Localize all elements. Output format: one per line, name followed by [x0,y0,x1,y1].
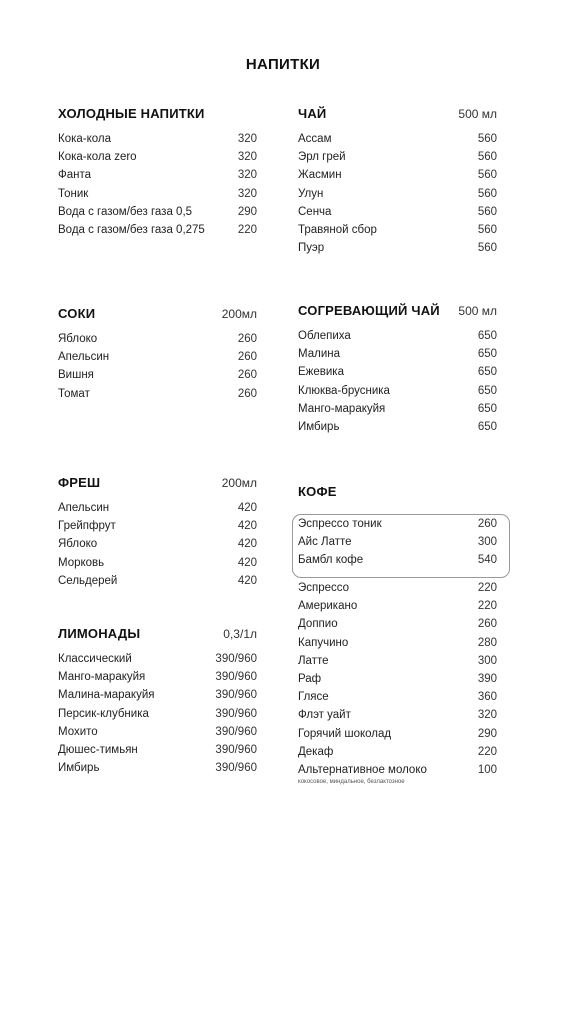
menu-item-name: Ассам [298,133,332,145]
menu-item-name: Тоник [58,187,89,200]
section-title: ЧАЙ [298,106,327,121]
menu-item-price: 300 [477,654,497,667]
menu-item-name: Клюква-брусника [298,384,390,397]
menu-item [58,369,257,387]
menu-item-price: 390/960 [215,725,257,738]
menu-item-price: 650 [477,348,497,361]
section-volume: 500 мл [458,107,497,121]
menu-item-price: 220 [477,582,497,594]
menu-item-name: Яблоко [58,333,98,345]
menu-item-price: 650 [477,330,497,342]
menu-item-price: 650 [477,402,497,415]
menu-item-name: Вишня [58,369,94,382]
menu-item-name: Эспрессо тоник [298,518,382,530]
menu-item-price: 420 [237,520,257,533]
menu-item-name: Фанта [58,169,92,182]
menu-item-name: Дюшес-тимьян [58,743,138,756]
menu-item-price: 420 [237,574,257,587]
menu-item [58,188,257,206]
menu-item-name: Манго-маракуйя [298,402,386,415]
menu-item-name: Мохито [58,725,98,738]
page-title: НАПИТКИ [245,56,321,73]
menu-item [298,655,497,673]
menu-item [298,728,497,746]
menu-item [298,169,497,187]
menu-item [58,206,257,224]
menu-item-name: Декаф [298,745,334,758]
section-volume: 200мл [221,476,257,490]
menu-item-price: 320 [237,169,257,182]
menu-item-price: 260 [237,351,257,364]
menu-item [298,691,497,709]
menu-item-price: 220 [477,745,497,758]
menu-item-price: 220 [237,223,257,236]
menu-item-name: Пуэр [298,242,325,255]
menu-item [58,557,257,575]
menu-item [298,421,497,439]
section-volume: 500 мл [458,304,497,318]
menu-item-price: 100 [477,763,497,776]
menu-item [58,502,257,520]
section-lemonades [58,626,257,780]
alternative-milk-note: кокосовое, миндальное, безлактозное [298,779,405,786]
menu-item-price: 320 [237,187,257,200]
menu-item-name: Айс Латте [298,536,352,549]
menu-item-name: Вода с газом/без газа 0,275 [58,223,205,236]
menu-item [298,746,497,764]
menu-item [58,762,257,780]
menu-item [58,726,257,744]
menu-item-price: 560 [477,169,497,182]
menu-item-price: 360 [477,691,497,704]
menu-item [298,403,497,421]
menu-item-name: Ежевика [298,366,344,379]
menu-item-price: 390/960 [215,689,257,702]
menu-item-price: 390/960 [215,743,257,756]
section-warming-tea [298,303,497,439]
menu-item-price: 390/960 [215,671,257,684]
menu-item-name: Вода с газом/без газа 0,5 [58,205,193,218]
menu-item-name: Сельдерей [58,574,118,587]
menu-item-price: 560 [477,242,497,255]
menu-item-price: 390/960 [215,707,257,720]
menu-item-price: 420 [237,502,257,514]
menu-item-name: Персик-клубника [58,707,149,720]
menu-item-name: Доппио [298,618,338,631]
menu-item-name: Морковь [58,556,105,569]
menu-item-name: Апельсин [58,351,110,364]
menu-item-price: 560 [477,133,497,145]
menu-item [298,224,497,242]
menu-item [298,518,497,536]
menu-item [58,388,257,406]
menu-item-name: Кока-кола [58,133,112,145]
menu-item-name: Манго-маракуйя [58,671,146,684]
menu-item [298,637,497,655]
menu-item [298,618,497,636]
menu-item-name: Классический [58,653,132,665]
menu-item-name: Капучино [298,636,349,649]
menu-item-name: Яблоко [58,538,98,551]
menu-item-name: Горячий шоколад [298,727,392,740]
menu-item [58,689,257,707]
menu-item-name: Глясе [298,691,329,704]
menu-item [58,520,257,538]
menu-item-name: Латте [298,654,329,667]
menu-item-price: 280 [477,636,497,649]
menu-item [58,653,257,671]
menu-item-price: 540 [477,554,497,567]
menu-item-price: 260 [237,369,257,382]
menu-item [58,708,257,726]
menu-item-price: 420 [237,538,257,551]
menu-item [298,366,497,384]
menu-item [58,575,257,593]
section-volume: 200мл [221,307,257,321]
menu-item-name: Эрл грей [298,151,346,164]
menu-item-price: 560 [477,205,497,218]
section-juices [58,306,257,406]
menu-item-name: Эспрессо [298,582,350,594]
menu-item [298,330,497,348]
menu-item-price: 290 [237,205,257,218]
menu-item-name: Американо [298,600,358,613]
menu-item [58,744,257,762]
menu-item-name: Облепиха [298,330,351,342]
menu-item [298,242,497,260]
menu-item [58,169,257,187]
menu-item-price: 390/960 [215,762,257,775]
menu-item [58,538,257,556]
menu-item-price: 320 [237,151,257,164]
menu-item-name: Апельсин [58,502,110,514]
menu-item [298,151,497,169]
menu-item-name: Флэт уайт [298,709,351,722]
menu-item-price: 300 [477,536,497,549]
menu-item-name: Улун [298,187,324,200]
section-title: КОФЕ [298,484,337,499]
menu-item [298,133,497,151]
menu-item [58,224,257,242]
section-title: СОГРЕВАЮЩИЙ ЧАЙ [298,303,440,318]
section-title: ЛИМОНАДЫ [58,626,141,641]
menu-item-price: 260 [477,618,497,631]
section-title: ФРЕШ [58,475,101,490]
featured-coffee-list [298,518,497,573]
menu-item [298,673,497,691]
menu-item [58,351,257,369]
menu-item-price: 560 [477,223,497,236]
section-title: СОКИ [58,306,96,321]
menu-item-price: 260 [237,333,257,345]
menu-item-price: 290 [477,727,497,740]
menu-item [298,600,497,618]
menu-item [298,536,497,554]
menu-item-price: 650 [477,420,497,433]
menu-item [298,582,497,600]
section-volume: 0,3/1л [223,627,257,641]
menu-item-name: Малина-маракуйя [58,689,155,702]
menu-item-price: 650 [477,384,497,397]
menu-item [298,709,497,727]
menu-item-name: Кока-кола zero [58,151,137,164]
menu-item-name: Томат [58,387,90,400]
menu-item [298,206,497,224]
coffee-list [298,582,497,785]
menu-item-price: 320 [237,133,257,145]
menu-item [58,333,257,351]
menu-item-price: 560 [477,187,497,200]
section-cold-drinks [58,106,257,242]
menu-item-price: 390 [477,672,497,685]
menu-item-name: Травяной сбор [298,223,377,236]
menu-item-name: Бамбл кофе [298,554,364,567]
menu-item [298,385,497,403]
menu-item-price: 420 [237,556,257,569]
menu-item-price: 260 [477,518,497,530]
menu-item [58,671,257,689]
menu-item-price: 390/960 [215,653,257,665]
menu-item-price: 220 [477,600,497,613]
menu-item-name: Раф [298,672,322,685]
menu-item-price: 260 [237,387,257,400]
menu-item-name: Сенча [298,205,332,218]
menu-item-price: 320 [477,709,497,722]
menu-item-name: Малина [298,348,340,361]
menu-item-name: Имбирь [298,420,340,433]
menu-item [298,348,497,366]
menu-item-name: Жасмин [298,169,342,182]
menu-item [58,151,257,169]
section-coffee [298,484,497,504]
menu-item-name: Имбирь [58,762,100,775]
section-title: ХОЛОДНЫЕ НАПИТКИ [58,106,205,121]
menu-item [298,188,497,206]
menu-item-name: Альтернативное молоко [298,763,427,776]
section-fresh [58,475,257,593]
section-tea [298,106,497,260]
menu-item [298,554,497,572]
menu-item [58,133,257,151]
menu-item-price: 650 [477,366,497,379]
menu-item-price: 560 [477,151,497,164]
menu-item-name: Грейпфрут [58,520,116,533]
